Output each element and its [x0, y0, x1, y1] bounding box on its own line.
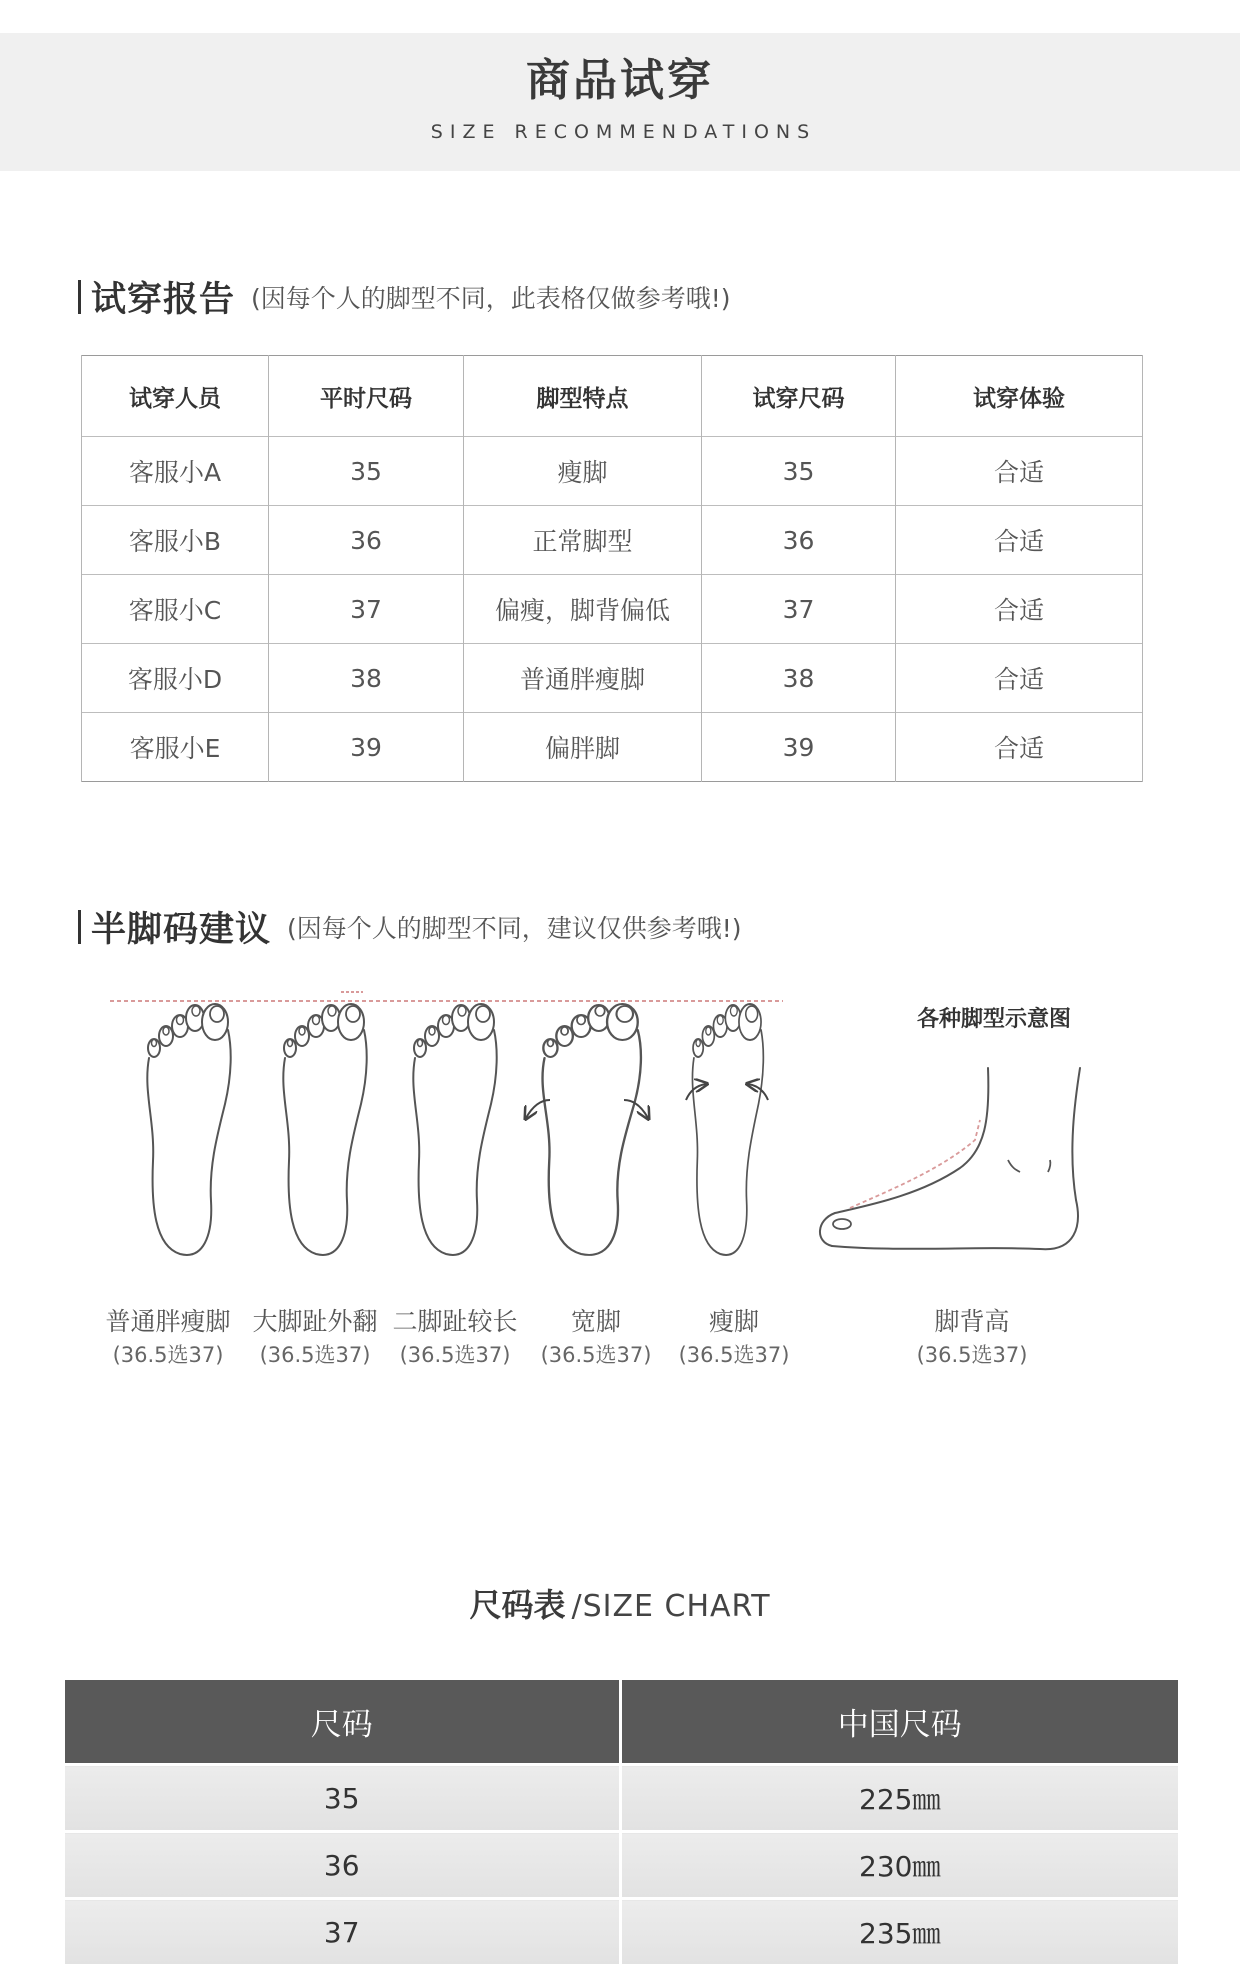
table-cell: 客服小C: [82, 575, 269, 644]
size-chart-table: [65, 1680, 1178, 1964]
table-row: [82, 644, 1143, 713]
foot-long-second-toe-icon: [413, 1004, 496, 1255]
section-note: (因每个人的脚型不同，此表格仅做参考哦!): [251, 279, 731, 315]
foot-narrow-icon: [692, 1004, 763, 1255]
heading-bar: [78, 280, 81, 314]
table-row: [82, 713, 1143, 782]
table-cell: 230㎜: [620, 1832, 1178, 1899]
table-cell: 瘦脚: [464, 437, 702, 506]
foot-type-name: 瘦脚: [659, 1305, 809, 1339]
table-cell: 普通胖瘦脚: [464, 644, 702, 713]
foot-high-instep-icon: [820, 1068, 1080, 1249]
foot-type-advice: (36.5选37): [521, 1339, 671, 1371]
foot-label: [240, 1305, 390, 1371]
table-cell: 客服小B: [82, 506, 269, 575]
table-cell: 合适: [896, 713, 1143, 782]
table-cell: 偏瘦，脚背偏低: [464, 575, 702, 644]
foot-label: [93, 1305, 243, 1371]
column-header: 中国尺码: [620, 1680, 1178, 1765]
foot-label: [380, 1305, 530, 1371]
table-cell: 36: [65, 1832, 620, 1899]
foot-label: [659, 1305, 809, 1371]
table-cell: 37: [702, 575, 896, 644]
table-cell: 36: [269, 506, 464, 575]
section-title: 半脚码建议: [91, 902, 271, 952]
heading-bar: [78, 910, 81, 944]
arrow-inward-right-icon: [748, 1084, 768, 1100]
size-chart-title: [0, 1585, 1240, 1627]
table-cell: 36: [702, 506, 896, 575]
foot-type-advice: (36.5选37): [659, 1339, 809, 1371]
table-cell: 合适: [896, 575, 1143, 644]
foot-type-name: 二脚趾较长: [380, 1305, 530, 1339]
table-row: [82, 506, 1143, 575]
foot-type-advice: (36.5选37): [380, 1339, 530, 1371]
arrow-inward-left-icon: [686, 1084, 706, 1100]
size-chart-title-cn: 尺码表: [469, 1586, 565, 1624]
foot-type-advice: (36.5选37): [240, 1339, 390, 1371]
size-chart-title-en: /SIZE CHART: [571, 1589, 770, 1624]
foot-type-name: 宽脚: [521, 1305, 671, 1339]
column-header: 脚型特点: [464, 356, 702, 437]
table-cell: 正常脚型: [464, 506, 702, 575]
section-title: 试穿报告: [91, 272, 235, 322]
foot-type-advice: (36.5选37): [93, 1339, 243, 1371]
table-row: [82, 575, 1143, 644]
foot-type-name: 普通胖瘦脚: [93, 1305, 243, 1339]
table-cell: 39: [269, 713, 464, 782]
foot-type-advice: (36.5选37): [897, 1339, 1047, 1371]
table-cell: 合适: [896, 437, 1143, 506]
column-header: 试穿尺码: [702, 356, 896, 437]
table-cell: 35: [65, 1765, 620, 1832]
table-cell: 客服小A: [82, 437, 269, 506]
foot-label: [521, 1305, 671, 1371]
column-header: 试穿体验: [896, 356, 1143, 437]
column-header: 尺码: [65, 1680, 620, 1765]
foot-label: [897, 1305, 1047, 1371]
table-header-row: [65, 1680, 1178, 1765]
section-heading-half-size: [78, 905, 742, 949]
table-cell: 235㎜: [620, 1899, 1178, 1964]
foot-normal-icon: [147, 1004, 230, 1255]
table-row: [65, 1832, 1178, 1899]
fitting-report-table: [81, 355, 1143, 782]
column-header: 试穿人员: [82, 356, 269, 437]
table-cell: 35: [269, 437, 464, 506]
diagram-title: 各种脚型示意图: [894, 1006, 1094, 1034]
column-header: 平时尺码: [269, 356, 464, 437]
size-chart: [65, 1680, 1178, 1920]
foot-wide-icon: [543, 1004, 641, 1255]
table-row: [65, 1899, 1178, 1964]
table-cell: 客服小E: [82, 713, 269, 782]
table-cell: 38: [269, 644, 464, 713]
table-cell: 37: [269, 575, 464, 644]
table-cell: 35: [702, 437, 896, 506]
table-cell: 偏胖脚: [464, 713, 702, 782]
foot-type-name: 大脚趾外翻: [240, 1305, 390, 1339]
table-row: [65, 1765, 1178, 1832]
page-subtitle: SIZE RECOMMENDATIONS: [0, 121, 1240, 143]
table-row: [82, 437, 1143, 506]
foot-bunion-icon: [283, 992, 366, 1255]
table-cell: 合适: [896, 644, 1143, 713]
table-cell: 客服小D: [82, 644, 269, 713]
table-cell: 37: [65, 1899, 620, 1964]
section-heading-report: [78, 275, 731, 319]
section-note: (因每个人的脚型不同，建议仅供参考哦!): [287, 909, 742, 945]
table-header-row: [82, 356, 1143, 437]
table-cell: 合适: [896, 506, 1143, 575]
page-title: 商品试穿: [0, 56, 1240, 106]
table-cell: 39: [702, 713, 896, 782]
table-cell: 225㎜: [620, 1765, 1178, 1832]
foot-type-name: 脚背高: [897, 1305, 1047, 1339]
arrow-outward-right-icon: [624, 1100, 648, 1118]
table-cell: 38: [702, 644, 896, 713]
